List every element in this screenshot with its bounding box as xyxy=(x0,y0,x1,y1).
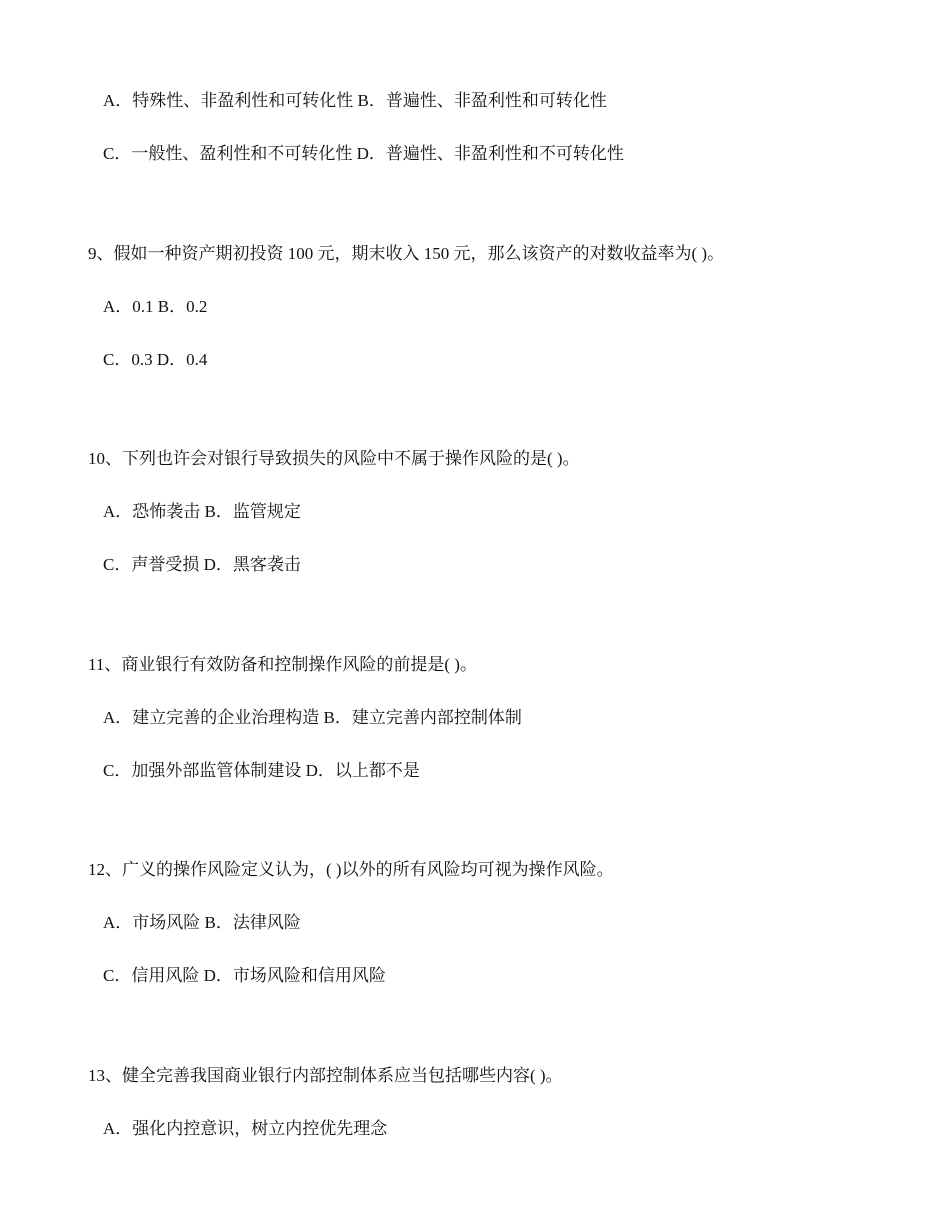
option-line-q10-ab: A．恐怖袭击 B．监管规定 xyxy=(103,502,301,521)
option-line-q8-cd: C．一般性、盈利性和不可转化性 D．普遍性、非盈利性和不可转化性 xyxy=(103,144,624,163)
option-line-q12-ab: A．市场风险 B．法律风险 xyxy=(103,913,301,932)
question-9: 9、假如一种资产期初投资 100 元，期末收入 150 元，那么该资产的对数收益率为( )。 xyxy=(88,244,725,263)
question-11: 11、商业银行有效防备和控制操作风险的前提是( )。 xyxy=(88,655,477,674)
option-line-q12-cd: C．信用风险 D．市场风险和信用风险 xyxy=(103,966,386,985)
option-line-q13-a: A．强化内控意识，树立内控优先理念 xyxy=(103,1119,388,1138)
question-13: 13、健全完善我国商业银行内部控制体系应当包括哪些内容( )。 xyxy=(88,1066,563,1085)
option-line-q11-cd: C．加强外部监管体制建设 D．以上都不是 xyxy=(103,761,420,780)
option-line-q9-ab: A．0.1 B．0.2 xyxy=(103,297,208,316)
question-12: 12、广义的操作风险定义认为，( )以外的所有风险均可视为操作风险。 xyxy=(88,860,614,879)
option-line-q10-cd: C．声誉受损 D．黑客袭击 xyxy=(103,555,301,574)
option-line-q11-ab: A．建立完善的企业治理构造 B．建立完善内部控制体制 xyxy=(103,708,522,727)
question-10: 10、下列也许会对银行导致损失的风险中不属于操作风险的是( )。 xyxy=(88,449,580,468)
option-line-q8-ab: A．特殊性、非盈利性和可转化性 B．普遍性、非盈利性和可转化性 xyxy=(103,91,607,110)
option-line-q9-cd: C．0.3 D．0.4 xyxy=(103,350,208,369)
